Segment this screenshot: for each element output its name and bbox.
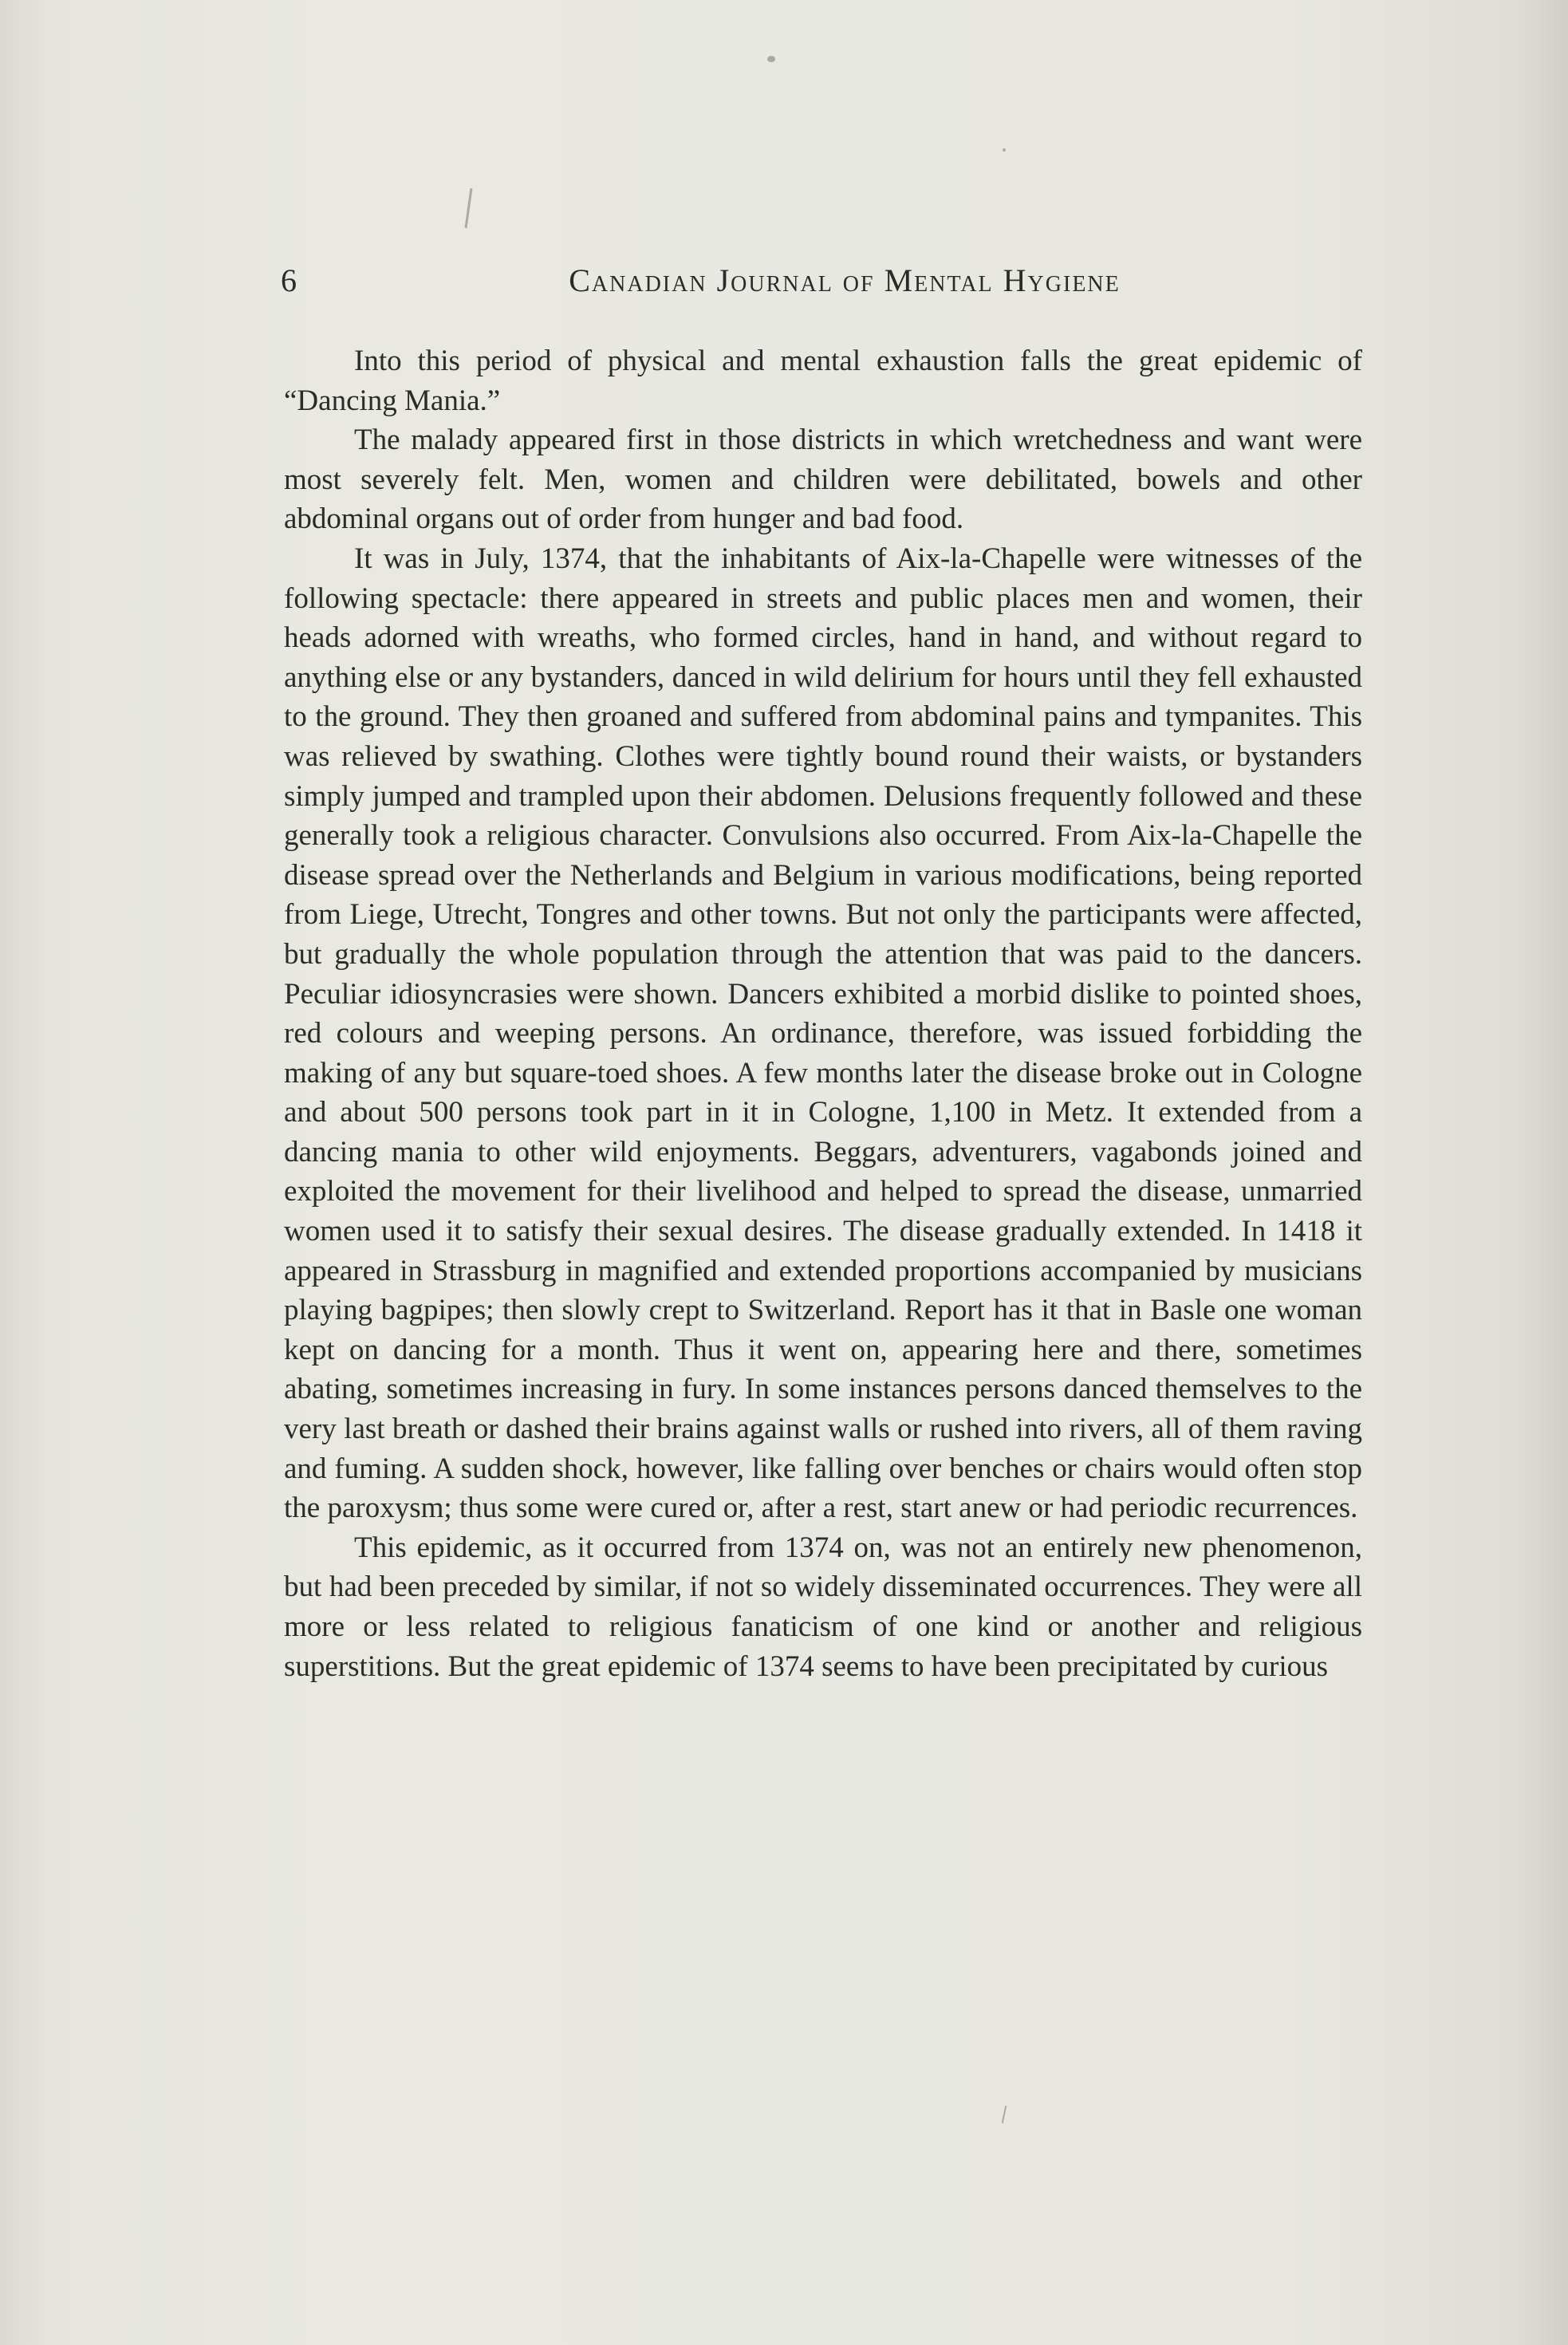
paragraph-4: This epidemic, as it occurred from 1374 on, was not an entirely new phenomenon, but had been preceded by similar, if not so widely disseminated occurrences. They were all more or less related to religious fanaticism of one kind or another and religious superstitions. But the great epidemic of 1374 seems to have been precipitated by curious [284, 1531, 1362, 1683]
scan-mark [465, 188, 473, 228]
paragraph-1: Into this period of physical and mental exhaustion falls the great epidemic of “Dancing Mania.” [284, 345, 1362, 417]
scan-mark [767, 56, 775, 62]
article-body [284, 341, 1362, 1686]
scan-mark [1003, 148, 1006, 152]
page-number: 6 [281, 262, 297, 298]
paragraph-2: The malady appeared first in those districts in which wretchedness and want were most severely felt. Men, women and children were debilitated, bowels and other abdominal organs out of order from hunger and bad food. [284, 424, 1362, 536]
scan-mark [1002, 2106, 1007, 2123]
running-header [281, 257, 1361, 305]
journal-title: Canadian Journal of Mental Hygiene [569, 262, 1121, 298]
paragraph-3: It was in July, 1374, that the inhabitants of Aix-la-Chapelle were witnesses of the following spectacle: there appeared in streets and public places men and women, their heads adorned with wreaths, who formed circles, hand in hand, and without regard to anything else or any bystanders, danced in wild delirium for hours until they fell exhausted to the ground. They then groaned and suffered from abdominal pains and tympanites. This was relieved by swathing. Clothes were tightly bound round their waists, or bystanders simply jumped and trampled upon their abdomen. Delusions frequently followed and these generally took a religious character. Convulsions also occurred. From Aix-la-Chapelle the disease spread over the Netherlands and Belgium in various modifications, being reported from Liege, Utrecht, Tongres and other towns. But not only the participants were affected, but gradually the whole population through the attention that was paid to the dancers. Peculiar idiosyncrasies were shown. Dancers exhibited a morbid dislike to pointed shoes, red colours and weeping persons. An ordinance, therefore, was issued forbidding the making of any but square-toed shoes. A few months later the disease broke out in Cologne and about 500 persons took part in it in Cologne, 1,100 in Metz. It extended from a dancing mania to other wild enjoyments. Beggars, adventurers, vagabonds joined and exploited the movement for their livelihood and helped to spread the disease, unmarried women used it to satisfy their sexual desires. The disease gradually extended. In 1418 it appeared in Strassburg in magnified and extended proportions accompanied by musicians playing bagpipes; then slowly crept to Switzerland. Report has it that in Basle one woman kept on dancing for a month. Thus it went on, appearing here and there, sometimes abating, sometimes increasing in fury. In some instances persons danced themselves to the very last breath or dashed their brains against walls or rushed into rivers, all of them raving and fuming. A sudden shock, however, like falling over benches or chairs would often stop the paroxysm; thus some were cured or, after a rest, start anew or had periodic recurrences. [284, 542, 1362, 1525]
